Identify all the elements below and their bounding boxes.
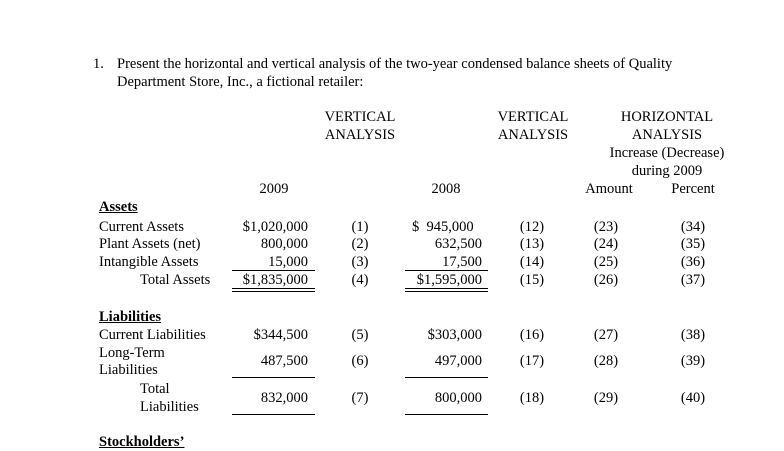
header-line: VERTICAL — [497, 109, 569, 125]
vertical-ref-2009: (7) — [351, 390, 369, 406]
value-2008: $303,000 — [427, 327, 482, 343]
year-2009-header: 2009 — [259, 181, 289, 197]
vertical-ref-2009: (6) — [351, 353, 369, 369]
question-number: 1. — [93, 56, 104, 72]
value-2009: 800,000 — [260, 236, 308, 252]
amount-ref: (27) — [593, 327, 619, 343]
vertical-analysis-header-2008 — [473, 108, 593, 144]
vertical-ref-2009: (3) — [351, 254, 369, 270]
vertical-ref-2008: (17) — [519, 353, 545, 369]
header-line: VERTICAL — [324, 109, 396, 125]
percent-ref: (36) — [680, 254, 706, 270]
value-2009: 832,000 — [260, 390, 308, 406]
percent-ref: (35) — [680, 236, 706, 252]
year-2008-header: 2008 — [431, 181, 461, 197]
vertical-ref-2008: (13) — [519, 236, 545, 252]
vertical-ref-2008: (12) — [519, 219, 545, 235]
row-label: Long-Term — [99, 345, 165, 361]
subtotal-rule-2009 — [232, 414, 315, 415]
header-line: ANALYSIS — [631, 127, 703, 143]
vertical-ref-2009: (1) — [351, 219, 369, 235]
value-2009: $1,020,000 — [242, 219, 308, 235]
row-label: Liabilities — [140, 399, 199, 415]
vertical-ref-2008: (16) — [519, 327, 545, 343]
amount-ref: (29) — [593, 390, 619, 406]
vertical-analysis-header-2009 — [300, 108, 420, 144]
vertical-ref-2008: (18) — [519, 390, 545, 406]
amount-ref: (26) — [593, 272, 619, 288]
amount-ref: (28) — [593, 353, 619, 369]
amount-ref: (24) — [593, 236, 619, 252]
row-label: Current Liabilities — [99, 327, 206, 343]
header-line: during 2009 — [631, 163, 703, 179]
row-label: Intangible Assets — [99, 254, 199, 270]
vertical-ref-2008: (15) — [519, 272, 545, 288]
amount-ref: (25) — [593, 254, 619, 270]
total-double-rule-2008 — [405, 288, 488, 292]
vertical-ref-2008: (14) — [519, 254, 545, 270]
assets-heading: Assets — [99, 199, 138, 215]
percent-ref: (39) — [680, 353, 706, 369]
subtotal-rule-2009 — [232, 377, 315, 378]
percent-ref: (38) — [680, 327, 706, 343]
header-line: ANALYSIS — [324, 127, 396, 143]
question-line-1: Present the horizontal and vertical analysis of the two-year condensed balance sheets of Quality — [117, 56, 673, 72]
total-double-rule-2009 — [232, 288, 315, 292]
subtotal-rule-2008 — [405, 414, 488, 415]
value-2008: $1,595,000 — [416, 272, 482, 288]
percent-header: Percent — [671, 181, 715, 197]
value-2009: $1,835,000 — [242, 272, 308, 288]
value-2008: 17,500 — [442, 254, 482, 270]
row-label: Current Assets — [99, 219, 184, 235]
header-line: ANALYSIS — [497, 127, 569, 143]
value-2008: 800,000 — [434, 390, 482, 406]
stockholders-heading: Stockholders’ — [99, 434, 185, 450]
amount-ref: (23) — [593, 219, 619, 235]
row-label: Total — [140, 381, 170, 397]
vertical-ref-2009: (4) — [351, 272, 369, 288]
header-line: HORIZONTAL — [620, 109, 714, 125]
header-line: Increase (Decrease) — [609, 145, 725, 161]
percent-ref: (40) — [680, 390, 706, 406]
value-2008: $ 945,000 — [412, 219, 474, 235]
row-label: Plant Assets (net) — [99, 236, 201, 252]
vertical-ref-2009: (5) — [351, 327, 369, 343]
value-2009: $344,500 — [253, 327, 308, 343]
percent-ref: (37) — [680, 272, 706, 288]
horizontal-analysis-header — [592, 108, 742, 180]
value-2008: 632,500 — [434, 236, 482, 252]
value-2008: 497,000 — [434, 353, 482, 369]
row-label: Total Assets — [140, 272, 211, 288]
subtotal-rule-2008 — [405, 377, 488, 378]
row-label: Liabilities — [99, 362, 158, 378]
value-2009: 487,500 — [260, 353, 308, 369]
liabilities-heading: Liabilities — [99, 309, 162, 325]
value-2009: 15,000 — [268, 254, 308, 270]
amount-header: Amount — [585, 181, 633, 197]
percent-ref: (34) — [680, 219, 706, 235]
question-line-2: Department Store, Inc., a fictional retailer: — [117, 74, 364, 90]
vertical-ref-2009: (2) — [351, 236, 369, 252]
